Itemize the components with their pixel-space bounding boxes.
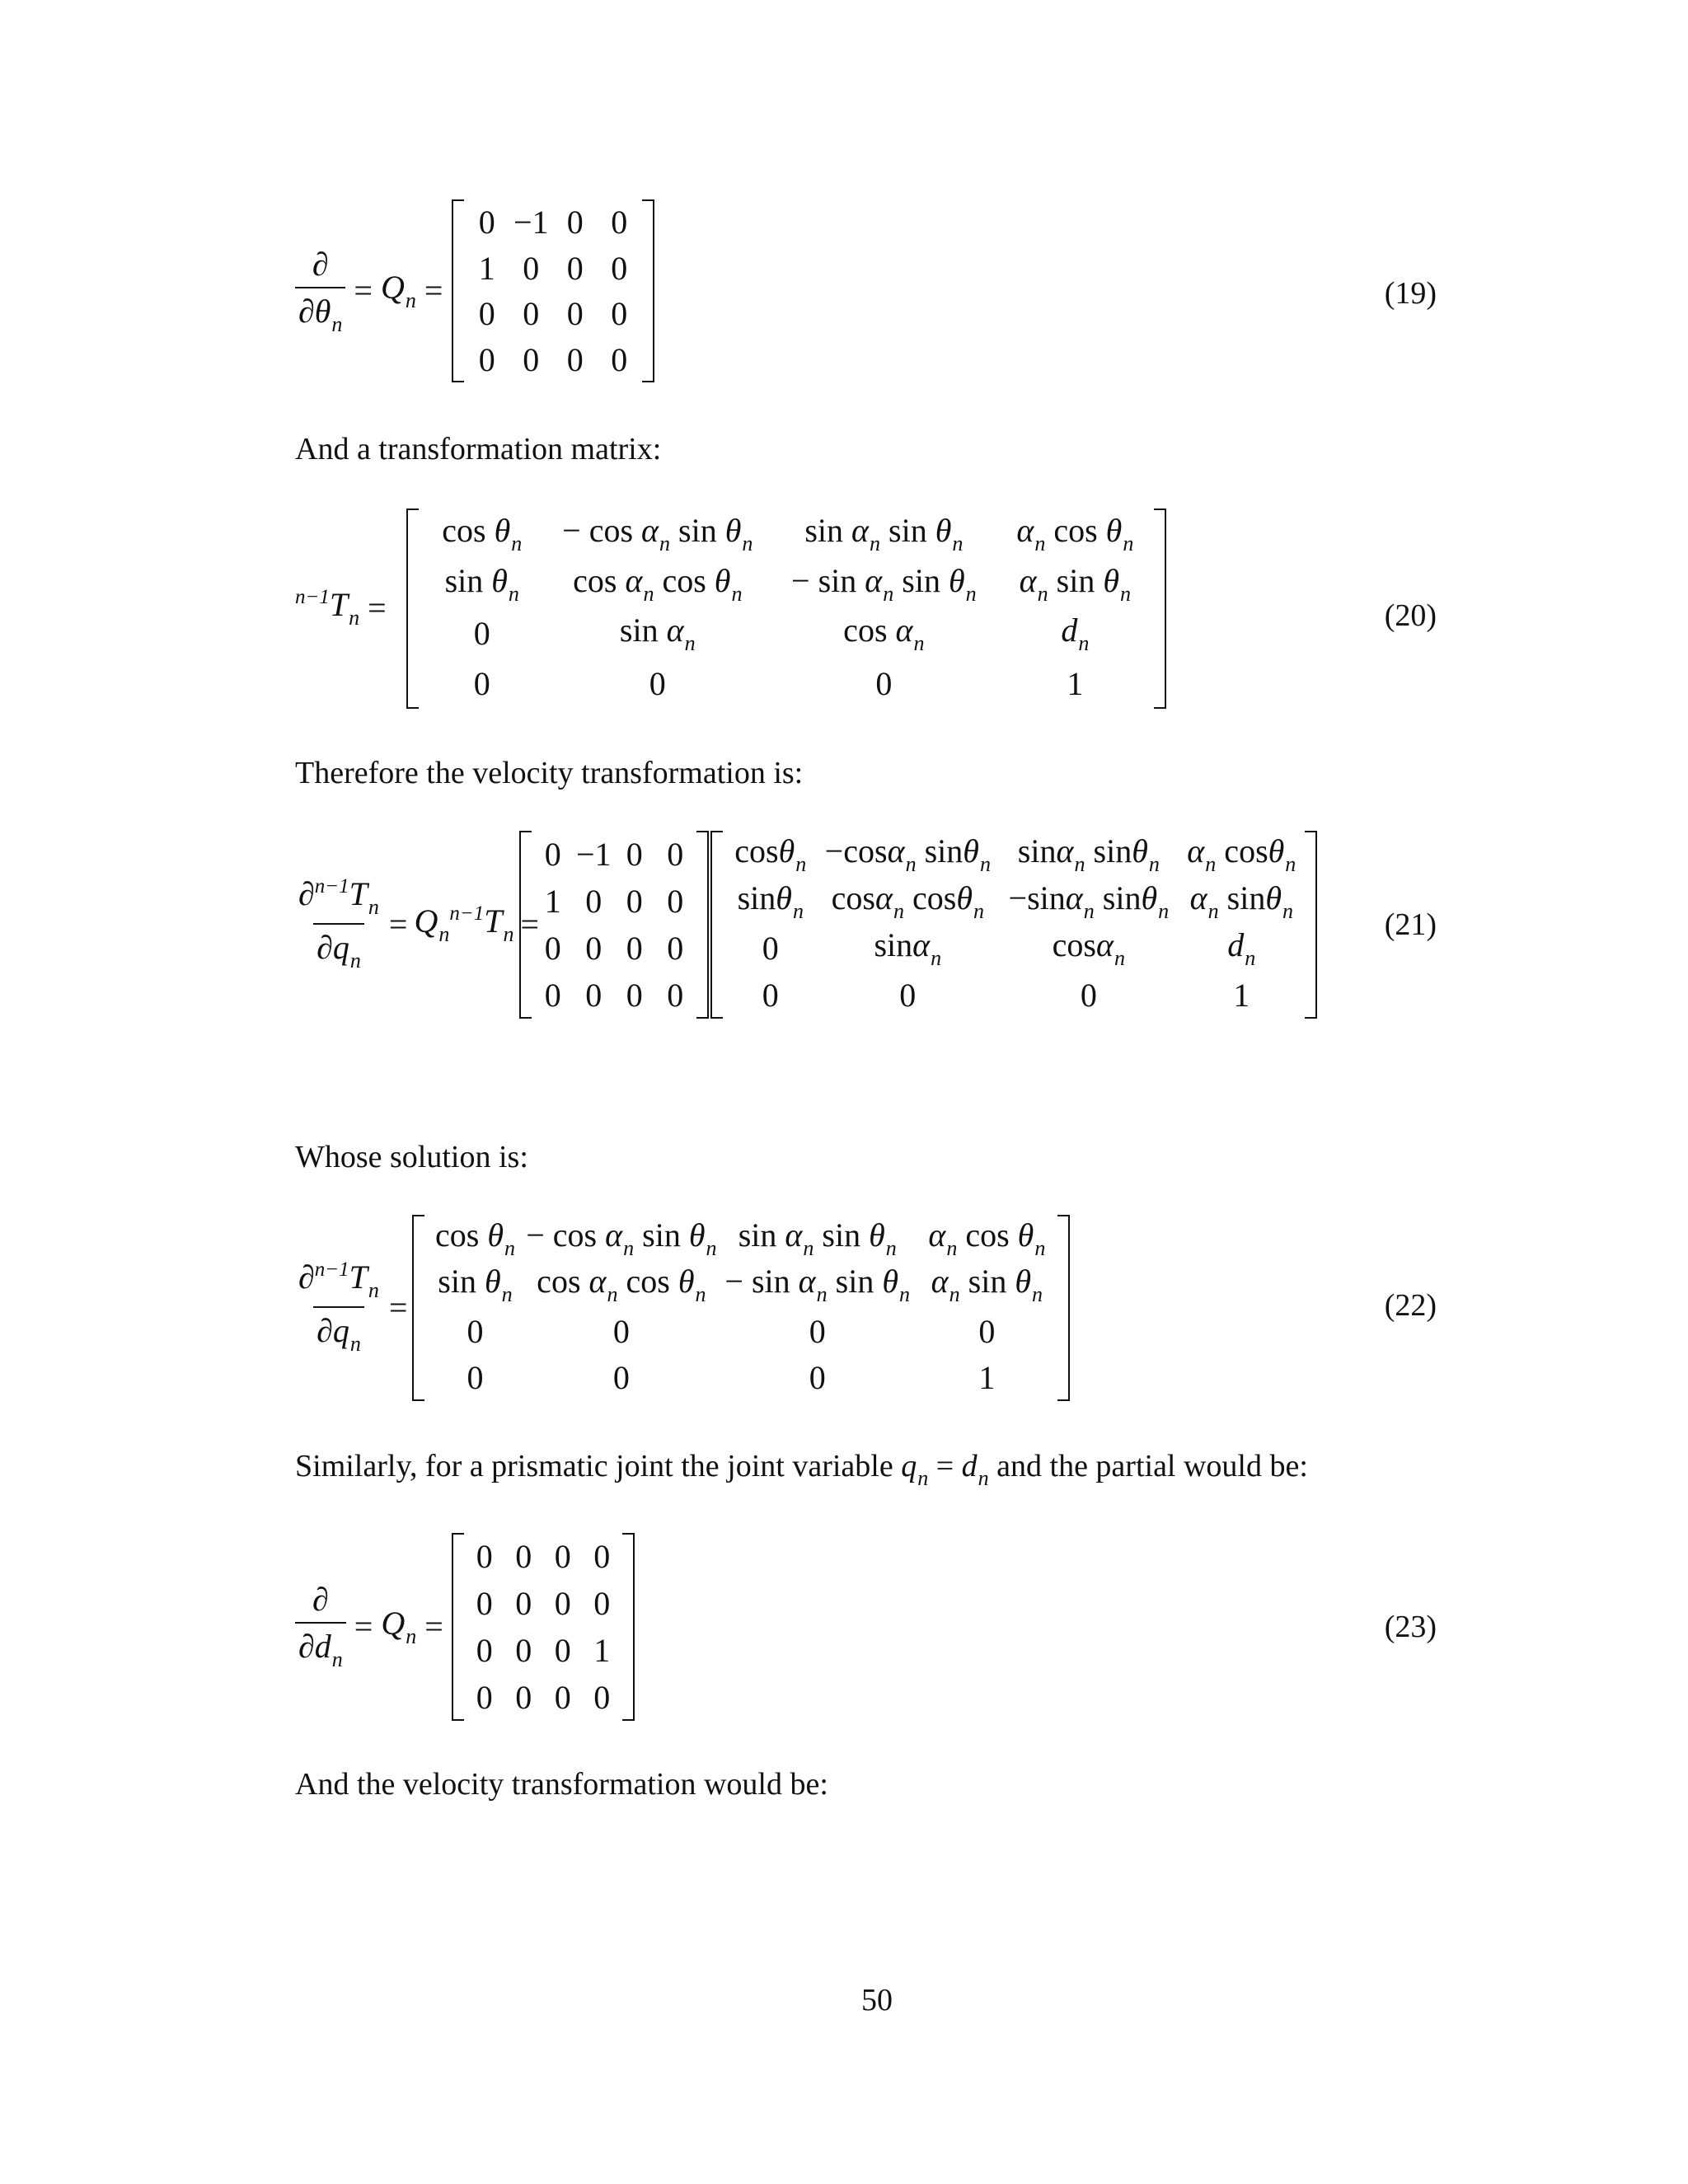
equation-21 bbox=[295, 829, 540, 1019]
matrix-cell: 0 bbox=[626, 836, 643, 873]
matrix-cell: −1 bbox=[575, 836, 612, 873]
partial-numerator: $\partial^{n-1}T_n$ bbox=[298, 875, 379, 919]
matrix-cell: 0 bbox=[523, 340, 540, 378]
matrix-cell: 0 bbox=[809, 1312, 826, 1350]
paragraph: Whose solution is: bbox=[295, 1140, 528, 1174]
matrix-23 bbox=[452, 1533, 635, 1721]
matrix-cell: 0 bbox=[899, 977, 917, 1014]
matrix-cell: $\cos \alpha_n$ $\cos \theta_n$ bbox=[537, 1263, 706, 1307]
partial-transform-derivative bbox=[295, 1258, 382, 1357]
matrix-cell: 0 bbox=[544, 930, 561, 967]
equation-number: (22) bbox=[1384, 1288, 1437, 1323]
partial-symbol: ∂ bbox=[312, 1581, 329, 1618]
matrix-cell: 0 bbox=[626, 977, 643, 1014]
equals-sign: = bbox=[354, 1607, 373, 1645]
matrix-cell: $\sin \theta_n$ bbox=[438, 1263, 513, 1307]
partial-numerator: $\partial^{n-1}T_n$ bbox=[298, 1258, 379, 1302]
matrix-cell: 0 bbox=[478, 295, 495, 333]
matrix-cell: 0 bbox=[762, 977, 779, 1014]
matrix-cell: 0 bbox=[476, 1632, 493, 1669]
matrix-cell: 0 bbox=[554, 1632, 571, 1669]
equation-20 bbox=[295, 507, 410, 709]
matrix-cell: − $\cos \alpha_n$ $\sin \theta_n$ bbox=[562, 511, 753, 555]
matrix-cell: 0 bbox=[875, 665, 893, 703]
matrix-cell: 0 bbox=[1080, 977, 1097, 1014]
matrix-cell: 0 bbox=[566, 204, 584, 241]
matrix-cell: 0 bbox=[667, 930, 684, 967]
paragraph: And a transformation matrix: bbox=[295, 432, 662, 466]
equals-sign: = bbox=[388, 905, 408, 943]
matrix-cell: 0 bbox=[473, 665, 490, 703]
matrix-cell: 0 bbox=[467, 1359, 484, 1397]
q-matrix-symbol: $Q_n$ bbox=[381, 1604, 417, 1648]
matrix-cell: 0 bbox=[473, 615, 490, 653]
matrix-cell: 0 bbox=[515, 1632, 532, 1669]
equals-sign: = bbox=[424, 272, 443, 309]
matrix-cell: 0 bbox=[515, 1538, 532, 1575]
matrix-cell: 0 bbox=[612, 1312, 630, 1350]
equation-number: (19) bbox=[1384, 276, 1437, 311]
partial-denominator: $\partial q_n$ bbox=[313, 923, 364, 973]
matrix-21-t bbox=[710, 831, 1317, 1019]
matrix-cell: 0 bbox=[593, 1679, 611, 1716]
equation-22 bbox=[295, 1213, 419, 1401]
matrix-cell: sinα$_n$ bbox=[874, 926, 942, 970]
matrix-cell: 0 bbox=[649, 665, 666, 703]
matrix-cell: 0 bbox=[667, 836, 684, 873]
matrix-cell: − $\sin \alpha_n$ $\sin \theta_n$ bbox=[724, 1263, 911, 1307]
matrix-cell: 0 bbox=[611, 204, 628, 241]
matrix-cell: 0 bbox=[566, 249, 584, 287]
matrix-cell: 1 bbox=[593, 1632, 611, 1669]
partial-denominator: $\partial q_n$ bbox=[313, 1306, 364, 1357]
matrix-cell: $\alpha_n$ $\sin \theta_n$ bbox=[1019, 561, 1131, 606]
matrix-cell: $\alpha_n$ sinθ$_n$ bbox=[1189, 879, 1293, 923]
equation-22-lhs bbox=[295, 1213, 419, 1401]
matrix-cell: 1 bbox=[478, 249, 495, 287]
matrix-cell: 0 bbox=[478, 340, 495, 378]
page-number: 50 bbox=[861, 1983, 893, 2018]
matrix-cell: sinα$_n$ sinθ$_n$ bbox=[1017, 832, 1160, 876]
matrix-cell: $\alpha_n$ $\sin \theta_n$ bbox=[931, 1263, 1043, 1307]
equation-number: (23) bbox=[1384, 1610, 1437, 1644]
partial-theta-operator bbox=[295, 245, 345, 337]
paragraph: Therefore the velocity transformation is: bbox=[295, 756, 804, 790]
matrix-cell: 0 bbox=[626, 930, 643, 967]
matrix-cell: 0 bbox=[611, 295, 628, 333]
matrix-19 bbox=[452, 199, 654, 382]
matrix-cell: 0 bbox=[554, 1679, 571, 1716]
matrix-cell: sinθ$_n$ bbox=[737, 879, 804, 923]
matrix-cell: 1 bbox=[544, 883, 561, 920]
matrix-cell: 0 bbox=[476, 1585, 493, 1622]
matrix-cell: 0 bbox=[476, 1538, 493, 1575]
matrix-cell: 0 bbox=[626, 883, 643, 920]
equation-number: (21) bbox=[1384, 907, 1437, 942]
matrix-20 bbox=[406, 509, 1166, 709]
matrix-cell: 0 bbox=[809, 1359, 826, 1397]
matrix-cell: $\sin \alpha_n$ $\sin \theta_n$ bbox=[804, 511, 964, 555]
matrix-cell: $d_n$ bbox=[1227, 926, 1256, 970]
partial-d-operator bbox=[295, 1580, 346, 1672]
matrix-cell: 0 bbox=[667, 977, 684, 1014]
matrix-cell: 0 bbox=[478, 204, 495, 241]
matrix-cell: 0 bbox=[612, 1359, 630, 1397]
matrix-cell: $\alpha_n$ $\cos \theta_n$ bbox=[928, 1216, 1046, 1260]
matrix-cell: −cosα$_n$ sinθ$_n$ bbox=[824, 832, 991, 876]
matrix-cell: cosθ$_n$ bbox=[734, 832, 807, 876]
transform-symbol: $^{n-1}T_n$ bbox=[295, 586, 360, 630]
matrix-22 bbox=[412, 1215, 1070, 1401]
matrix-cell: 0 bbox=[611, 249, 628, 287]
equals-sign: = bbox=[520, 905, 540, 943]
partial-denominator: $\partial d_n$ bbox=[295, 1622, 346, 1672]
paragraph: Similarly, for a prismatic joint the joint variable $q_n = d_n$ and the partial would be: bbox=[295, 1449, 1308, 1490]
equation-20-lhs bbox=[295, 507, 410, 709]
matrix-cell: 0 bbox=[611, 340, 628, 378]
matrix-cell: 0 bbox=[978, 1312, 996, 1350]
equals-sign: = bbox=[354, 272, 373, 309]
matrix-cell: cosα$_n$ bbox=[1052, 926, 1125, 970]
matrix-cell: 1 bbox=[978, 1359, 996, 1397]
equals-sign: = bbox=[424, 1607, 443, 1645]
matrix-cell: $\sin \alpha_n$ $\sin \theta_n$ bbox=[738, 1216, 897, 1260]
matrix-cell: 0 bbox=[467, 1312, 484, 1350]
matrix-cell: $\cos \theta_n$ bbox=[442, 511, 523, 555]
matrix-cell: 0 bbox=[593, 1538, 611, 1575]
matrix-cell: cosα$_n$ cosθ$_n$ bbox=[831, 879, 984, 923]
matrix-21-q bbox=[519, 831, 709, 1019]
equals-sign: = bbox=[368, 589, 387, 626]
matrix-cell: 0 bbox=[566, 295, 584, 333]
paragraph: And the velocity transformation would be: bbox=[295, 1767, 828, 1802]
matrix-cell: 0 bbox=[762, 930, 779, 967]
matrix-cell: $\cos \alpha_n$ bbox=[843, 612, 925, 656]
matrix-cell: −sinα$_n$ sinθ$_n$ bbox=[1008, 879, 1170, 923]
matrix-cell: 0 bbox=[523, 295, 540, 333]
matrix-cell: 0 bbox=[544, 977, 561, 1014]
matrix-cell: 1 bbox=[1233, 977, 1250, 1014]
matrix-cell: 0 bbox=[515, 1585, 532, 1622]
partial-symbol: ∂ bbox=[312, 245, 329, 283]
matrix-cell: 0 bbox=[667, 883, 684, 920]
matrix-cell: 0 bbox=[593, 1585, 611, 1622]
matrix-cell: 0 bbox=[554, 1585, 571, 1622]
matrix-cell: 0 bbox=[585, 930, 603, 967]
matrix-cell: $\sin \alpha_n$ bbox=[619, 612, 696, 656]
equation-21-lhs bbox=[295, 829, 540, 1019]
matrix-cell: $\cos \alpha_n$ $\cos \theta_n$ bbox=[573, 561, 743, 606]
matrix-cell: 0 bbox=[544, 836, 561, 873]
matrix-cell: $\sin \theta_n$ bbox=[444, 561, 519, 606]
matrix-cell: $\alpha_n$ cosθ$_n$ bbox=[1187, 832, 1296, 876]
matrix-cell: 0 bbox=[585, 883, 603, 920]
matrix-cell: −1 bbox=[513, 204, 549, 241]
matrix-cell: 0 bbox=[566, 340, 584, 378]
equals-sign: = bbox=[388, 1288, 408, 1326]
q-matrix-symbol: $Q_n$ bbox=[380, 269, 416, 312]
matrix-cell: 0 bbox=[523, 249, 540, 287]
equation-number: (20) bbox=[1384, 598, 1437, 633]
matrix-cell: $\cos \theta_n$ bbox=[434, 1216, 515, 1260]
matrix-cell: 0 bbox=[554, 1538, 571, 1575]
partial-denominator: $\partial\theta_n$ bbox=[295, 287, 345, 337]
matrix-cell: $d_n$ bbox=[1061, 612, 1090, 656]
joint-variable: $q_n = d_n$ bbox=[901, 1449, 989, 1490]
matrix-cell: 0 bbox=[476, 1679, 493, 1716]
matrix-cell: − $\sin \alpha_n$ $\sin \theta_n$ bbox=[791, 561, 977, 606]
matrix-cell: $\alpha_n$ $\cos \theta_n$ bbox=[1016, 511, 1134, 555]
matrix-cell: − $\cos \alpha_n$ $\sin \theta_n$ bbox=[526, 1216, 717, 1260]
matrix-cell: 0 bbox=[515, 1679, 532, 1716]
matrix-cell: 0 bbox=[585, 977, 603, 1014]
partial-transform-derivative bbox=[295, 874, 382, 973]
q-times-transform: $Q_n^{n-1}T_n$ bbox=[414, 902, 514, 946]
matrix-cell: 1 bbox=[1067, 665, 1084, 703]
